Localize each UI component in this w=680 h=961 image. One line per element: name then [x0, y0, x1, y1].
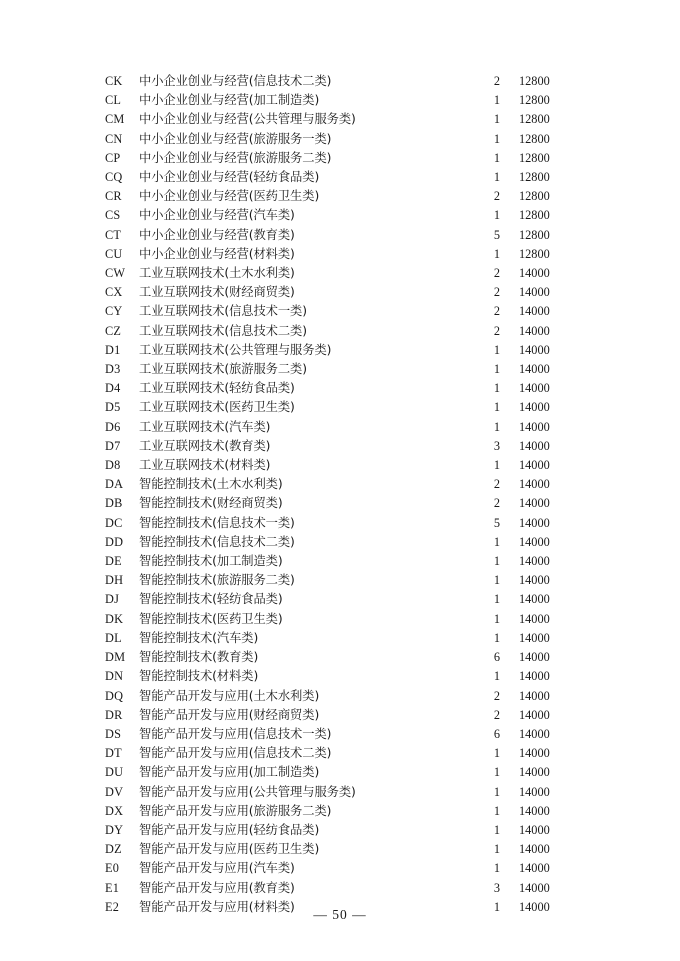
plan-count: 1	[493, 342, 501, 357]
table-row	[105, 379, 575, 398]
table-row	[105, 341, 575, 360]
tuition-fee: 12800	[519, 189, 550, 204]
major-name: 工业互联网技术(信息技术一类)	[139, 304, 307, 319]
major-name: 工业互联网技术(土木水利类)	[139, 266, 295, 281]
tuition-fee: 14000	[519, 419, 550, 434]
major-name: 中小企业创业与经营(教育类)	[139, 227, 295, 242]
table-row	[105, 533, 575, 552]
major-code: E2	[105, 899, 120, 914]
major-name: 中小企业创业与经营(旅游服务二类)	[139, 150, 332, 165]
table-row	[105, 110, 575, 129]
major-name: 中小企业创业与经营(信息技术二类)	[139, 74, 332, 88]
plan-count: 1	[493, 381, 501, 396]
major-name: 智能控制技术(旅游服务二类)	[139, 573, 295, 588]
tuition-fee: 14000	[519, 438, 550, 453]
tuition-fee: 14000	[519, 669, 550, 684]
tuition-fee: 14000	[519, 784, 550, 799]
major-code: DB	[105, 496, 123, 511]
major-name: 中小企业创业与经营(加工制造类)	[139, 93, 320, 108]
major-code: E0	[105, 861, 120, 876]
plan-count: 1	[493, 861, 501, 876]
major-code: DQ	[105, 688, 124, 703]
major-code: DD	[105, 534, 124, 549]
major-name: 智能产品开发与应用(加工制造类)	[139, 765, 320, 780]
tuition-fee: 12800	[519, 227, 550, 242]
major-name: 中小企业创业与经营(医药卫生类)	[139, 189, 320, 204]
major-code: DE	[105, 554, 122, 569]
plan-count: 1	[493, 573, 501, 588]
plan-count: 1	[493, 131, 501, 146]
tuition-fee: 14000	[519, 899, 550, 914]
major-name: 工业互联网技术(信息技术二类)	[139, 323, 307, 338]
tuition-fee: 14000	[519, 362, 550, 377]
table-row	[105, 744, 575, 763]
major-name: 智能控制技术(信息技术一类)	[139, 515, 295, 530]
plan-count: 1	[493, 592, 501, 607]
plan-count: 1	[493, 534, 501, 549]
tuition-fee: 12800	[519, 112, 550, 127]
major-code: DA	[105, 477, 124, 492]
major-code: DZ	[105, 842, 122, 857]
major-name: 智能产品开发与应用(土木水利类)	[139, 688, 320, 703]
table-row	[105, 840, 575, 859]
tuition-fee: 14000	[519, 477, 550, 492]
major-code: D1	[105, 342, 121, 357]
major-plan-table-body	[105, 72, 575, 917]
major-code: CQ	[105, 170, 123, 185]
major-name: 工业互联网技术(公共管理与服务类)	[139, 342, 332, 357]
major-name: 工业互联网技术(教育类)	[139, 438, 271, 453]
major-name: 智能控制技术(医药卫生类)	[139, 611, 283, 626]
major-code: CZ	[105, 323, 122, 338]
plan-count: 1	[493, 803, 501, 818]
tuition-fee: 14000	[519, 573, 550, 588]
table-row	[105, 590, 575, 609]
major-code: DN	[105, 669, 124, 684]
major-code: CW	[105, 266, 126, 281]
page-number: — 50 —	[313, 907, 367, 922]
table-row	[105, 667, 575, 686]
tuition-fee: 12800	[519, 93, 550, 108]
tuition-fee: 14000	[519, 765, 550, 780]
tuition-fee: 14000	[519, 822, 550, 837]
plan-count: 6	[493, 726, 501, 741]
tuition-fee: 14000	[519, 400, 550, 415]
major-name: 智能产品开发与应用(材料类)	[139, 899, 295, 914]
plan-count: 2	[493, 323, 501, 338]
plan-count: 1	[493, 611, 501, 626]
tuition-fee: 14000	[519, 515, 550, 530]
plan-count: 2	[493, 74, 501, 88]
table-row	[105, 91, 575, 110]
plan-count: 1	[493, 170, 501, 185]
table-row	[105, 629, 575, 648]
major-code: DS	[105, 726, 122, 741]
major-name: 智能控制技术(汽车类)	[139, 630, 259, 645]
tuition-fee: 14000	[519, 707, 550, 722]
tuition-fee: 14000	[519, 803, 550, 818]
major-code: CN	[105, 131, 123, 146]
major-code: CX	[105, 285, 123, 300]
plan-count: 1	[493, 822, 501, 837]
tuition-fee: 14000	[519, 266, 550, 281]
table-row	[105, 360, 575, 379]
plan-count: 2	[493, 477, 501, 492]
major-name: 智能产品开发与应用(旅游服务二类)	[139, 803, 332, 818]
major-name: 工业互联网技术(轻纺食品类)	[139, 381, 295, 396]
plan-count: 1	[493, 554, 501, 569]
plan-count: 1	[493, 419, 501, 434]
tuition-fee: 12800	[519, 150, 550, 165]
tuition-fee: 14000	[519, 285, 550, 300]
table-row	[105, 322, 575, 341]
tuition-fee: 14000	[519, 842, 550, 857]
major-name: 工业互联网技术(旅游服务二类)	[139, 362, 307, 377]
plan-count: 2	[493, 285, 501, 300]
table-row	[105, 610, 575, 629]
major-name: 工业互联网技术(材料类)	[139, 458, 271, 473]
major-code: DK	[105, 611, 124, 626]
plan-count: 3	[493, 880, 501, 895]
table-row	[105, 437, 575, 456]
table-row	[105, 571, 575, 590]
plan-count: 1	[493, 93, 501, 108]
plan-table-area	[0, 72, 680, 917]
major-code: D4	[105, 381, 121, 396]
major-code: DU	[105, 765, 124, 780]
major-name: 智能产品开发与应用(信息技术一类)	[139, 726, 332, 741]
major-code: E1	[105, 880, 120, 895]
plan-count: 2	[493, 304, 501, 319]
major-code: CR	[105, 189, 122, 204]
plan-count: 1	[493, 842, 501, 857]
tuition-fee: 14000	[519, 650, 550, 665]
plan-count: 3	[493, 438, 501, 453]
tuition-fee: 12800	[519, 74, 550, 88]
plan-count: 1	[493, 630, 501, 645]
major-code: DY	[105, 822, 124, 837]
major-name: 智能产品开发与应用(财经商贸类)	[139, 707, 320, 722]
plan-count: 1	[493, 150, 501, 165]
tuition-fee: 14000	[519, 688, 550, 703]
major-code: DV	[105, 784, 124, 799]
major-code: CL	[105, 93, 122, 108]
table-row	[105, 725, 575, 744]
table-row	[105, 494, 575, 513]
plan-count: 1	[493, 746, 501, 761]
major-code: CU	[105, 246, 123, 261]
major-name: 智能产品开发与应用(信息技术二类)	[139, 746, 332, 761]
plan-count: 2	[493, 189, 501, 204]
major-name: 智能控制技术(财经商贸类)	[139, 496, 283, 511]
major-name: 智能产品开发与应用(公共管理与服务类)	[139, 784, 356, 799]
plan-count: 5	[493, 227, 501, 242]
major-name: 智能控制技术(土木水利类)	[139, 477, 283, 492]
major-name: 中小企业创业与经营(公共管理与服务类)	[139, 112, 356, 127]
table-row	[105, 514, 575, 533]
table-row	[105, 821, 575, 840]
table-row	[105, 802, 575, 821]
major-code: DL	[105, 630, 122, 645]
table-row	[105, 859, 575, 878]
major-code: DC	[105, 515, 123, 530]
major-plan-table	[105, 72, 575, 917]
major-code: CK	[105, 74, 123, 88]
plan-count: 1	[493, 246, 501, 261]
plan-count: 1	[493, 362, 501, 377]
table-row	[105, 130, 575, 149]
tuition-fee: 14000	[519, 592, 550, 607]
major-code: CM	[105, 112, 125, 127]
major-code: DJ	[105, 592, 120, 607]
tuition-fee: 12800	[519, 131, 550, 146]
table-row	[105, 72, 575, 91]
tuition-fee: 12800	[519, 208, 550, 223]
plan-count: 1	[493, 400, 501, 415]
tuition-fee: 14000	[519, 323, 550, 338]
tuition-fee: 12800	[519, 246, 550, 261]
plan-count: 2	[493, 707, 501, 722]
major-name: 中小企业创业与经营(旅游服务一类)	[139, 131, 332, 146]
table-row	[105, 206, 575, 225]
plan-count: 1	[493, 899, 501, 914]
table-row	[105, 226, 575, 245]
table-row	[105, 648, 575, 667]
major-name: 中小企业创业与经营(材料类)	[139, 246, 295, 261]
plan-count: 5	[493, 515, 501, 530]
major-code: D6	[105, 419, 121, 434]
page-footer	[0, 904, 680, 923]
major-name: 智能产品开发与应用(轻纺食品类)	[139, 822, 320, 837]
table-row	[105, 187, 575, 206]
major-code: D3	[105, 362, 121, 377]
tuition-fee: 14000	[519, 496, 550, 511]
tuition-fee: 14000	[519, 611, 550, 626]
table-row	[105, 552, 575, 571]
major-code: CT	[105, 227, 122, 242]
major-name: 中小企业创业与经营(汽车类)	[139, 208, 295, 223]
major-code: DM	[105, 650, 126, 665]
major-name: 智能控制技术(轻纺食品类)	[139, 592, 283, 607]
major-code: D8	[105, 458, 121, 473]
table-row	[105, 418, 575, 437]
major-name: 工业互联网技术(医药卫生类)	[139, 400, 295, 415]
tuition-fee: 14000	[519, 726, 550, 741]
plan-count: 1	[493, 765, 501, 780]
major-name: 智能控制技术(教育类)	[139, 650, 259, 665]
plan-count: 2	[493, 266, 501, 281]
table-row	[105, 283, 575, 302]
tuition-fee: 14000	[519, 554, 550, 569]
plan-count: 6	[493, 650, 501, 665]
table-row	[105, 763, 575, 782]
major-name: 智能产品开发与应用(医药卫生类)	[139, 842, 320, 857]
table-row	[105, 302, 575, 321]
tuition-fee: 14000	[519, 861, 550, 876]
table-row	[105, 475, 575, 494]
table-row	[105, 456, 575, 475]
major-name: 智能控制技术(信息技术二类)	[139, 534, 295, 549]
tuition-fee: 14000	[519, 534, 550, 549]
table-row	[105, 879, 575, 898]
plan-count: 1	[493, 669, 501, 684]
tuition-fee: 14000	[519, 381, 550, 396]
major-code: DX	[105, 803, 124, 818]
plan-count: 1	[493, 784, 501, 799]
table-row	[105, 245, 575, 264]
tuition-fee: 14000	[519, 880, 550, 895]
plan-count: 1	[493, 458, 501, 473]
table-row	[105, 168, 575, 187]
major-name: 中小企业创业与经营(轻纺食品类)	[139, 170, 320, 185]
table-row	[105, 687, 575, 706]
major-code: DR	[105, 707, 123, 722]
major-code: DT	[105, 746, 122, 761]
major-code: DH	[105, 573, 124, 588]
major-code: D5	[105, 400, 121, 415]
tuition-fee: 12800	[519, 170, 550, 185]
major-name: 智能产品开发与应用(汽车类)	[139, 861, 295, 876]
table-row	[105, 398, 575, 417]
major-name: 工业互联网技术(财经商贸类)	[139, 285, 295, 300]
major-name: 智能控制技术(加工制造类)	[139, 554, 283, 569]
major-code: CS	[105, 208, 121, 223]
tuition-fee: 14000	[519, 458, 550, 473]
table-row	[105, 149, 575, 168]
plan-count: 1	[493, 112, 501, 127]
major-name: 智能产品开发与应用(教育类)	[139, 880, 295, 895]
tuition-fee: 14000	[519, 304, 550, 319]
major-name: 智能控制技术(材料类)	[139, 669, 259, 684]
major-code: D7	[105, 438, 121, 453]
tuition-fee: 14000	[519, 342, 550, 357]
plan-count: 2	[493, 688, 501, 703]
major-name: 工业互联网技术(汽车类)	[139, 419, 271, 434]
plan-count: 1	[493, 208, 501, 223]
tuition-fee: 14000	[519, 630, 550, 645]
major-code: CY	[105, 304, 123, 319]
major-code: CP	[105, 150, 121, 165]
plan-count: 2	[493, 496, 501, 511]
tuition-fee: 14000	[519, 746, 550, 761]
table-row	[105, 783, 575, 802]
table-row	[105, 264, 575, 283]
table-row	[105, 706, 575, 725]
